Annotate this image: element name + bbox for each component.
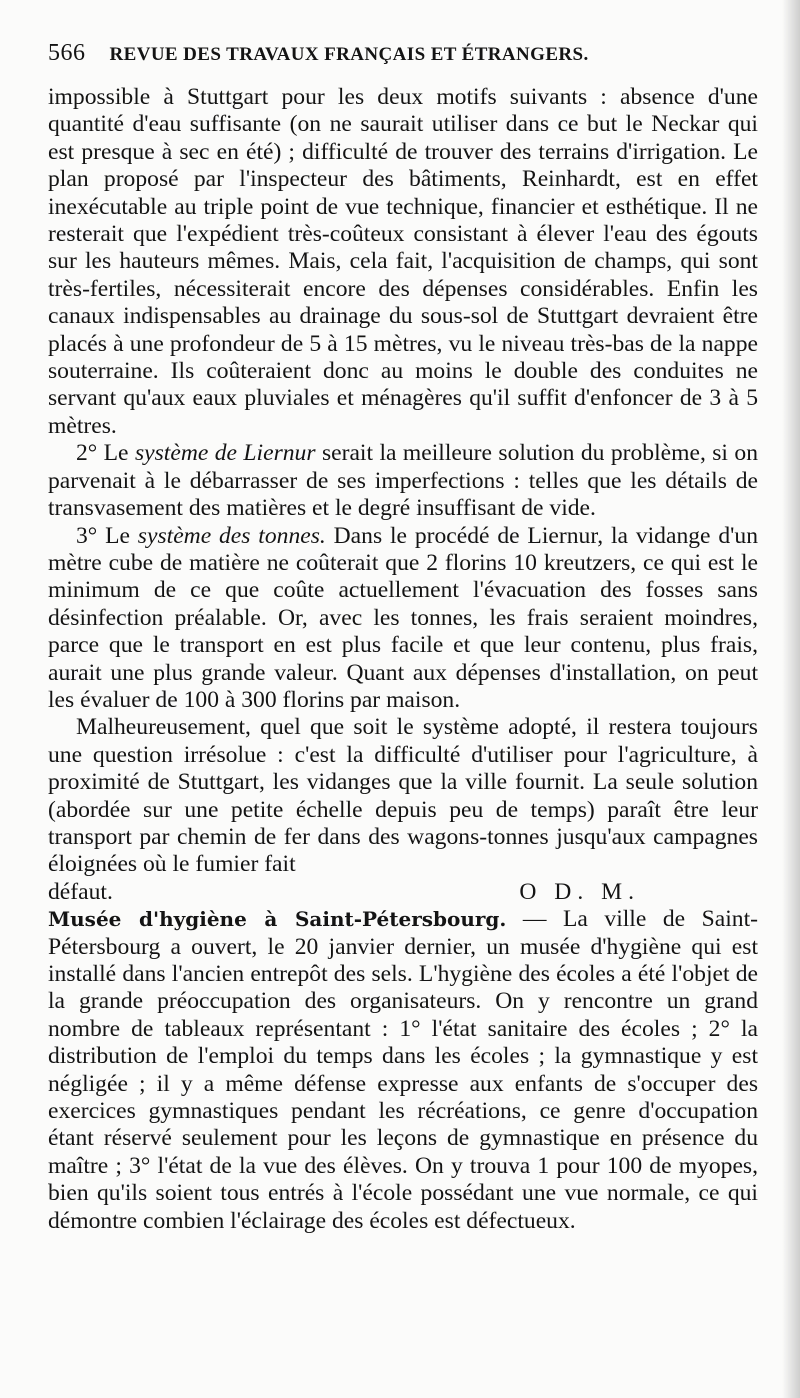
paragraph <box>48 523 758 715</box>
paragraph-text: serait la meilleure solution du problème, si on parvenait à le débarrasser de ses imperfections : telles que les détails de transvasement des matières et le degré insuffisant de vide. <box>48 440 758 522</box>
signature-last-word: défaut. <box>48 878 113 905</box>
article-signature <box>48 879 758 906</box>
article-body <box>48 84 758 1235</box>
author-initials: O D. M. <box>519 878 640 905</box>
paragraph <box>48 714 758 878</box>
paragraph-text: impossible à Stuttgart pour les deux motifs suivants : absence d'une quantité d'eau suffisante (on ne saurait utiliser dans ce but le Neckar qui est presque à sec en été) ; difficulté de trouver des terrains d'irrigation. Le plan proposé par l'inspecteur des bâtiments, Reinhardt, est en effet inexécutable au triple point de vue technique, financier et esthétique. Il ne resterait que l'expédient très-coûteux consistant à élever l'eau des égouts sur les hauteurs mêmes. Mais, cela fait, l'acquisition de champs, qui sont très-fertiles, nécessiterait encore des dépenses considérables. Enfin les canaux indispensables au drainage du sous-sol de Stuttgart devraient être placés à une profondeur de 5 à 15 mètres, vu le niveau très-bas de la nappe souterraine. Ils coûteraient donc au moins le double des conduites ne servant qu'aux eaux pluviales et ménagères qu'il suffit d'enfoncer de 3 à 5 mètres. <box>48 84 758 439</box>
paragraph-lead: 2° Le <box>76 440 135 467</box>
page-edge-shadow <box>782 0 800 1398</box>
paragraph-text: Dans le procédé de Liernur, la vidange d'un mètre cube de matière ne coûterait que 2 florins 10 kreutzers, ce qui est le minimum de ce que coûte actuellement l'évacuation des fosses sans désinfection préalable. Or, avec les tonnes, les frais seraient moindres, parce que le transport en est plus facile et que leur contenu, plus frais, aurait une plus grande valeur. Quant aux dépenses d'installation, on peut les évaluer de 100 à 300 florins par maison. <box>48 522 758 713</box>
paragraph-emphasis: système des tonnes. <box>137 522 326 549</box>
section-heading: Musée d'hygiène à Saint-Pétersbourg. <box>48 907 507 932</box>
paragraph-lead: 3° Le <box>76 522 138 549</box>
paragraph-text: Malheureusement, quel que soit le système adopté, il restera toujours une question irrésolue : c'est la difficulté d'utiliser pour l'agriculture, à proximité de Stuttgart, les vidanges que la ville fournit. La seule solution (abordée sur une petite échelle depuis peu de temps) paraît être leur transport par chemin de fer dans des wagons-tonnes jusqu'aux campagnes éloignées où le fumier fait <box>48 714 758 878</box>
paragraph-emphasis: système de Liernur <box>134 440 316 467</box>
running-head <box>48 40 758 84</box>
paragraph <box>48 440 758 522</box>
section-text: — La ville de Saint-Pétersbourg a ouvert, le 20 janvier dernier, un musée d'hygiène qui est installé dans l'ancien entrepôt des sels. L'hygiène des écoles a été l'objet de la grande préoccupation des organisateurs. On y rencontre un grand nombre de tableaux représentant : 1° l'état sanitaire des écoles ; 2° la distribution de l'emploi du temps dans les écoles ; la gymnastique y est négligée ; il y a même défense expresse aux enfants de s'occuper des exercices gymnastiques pendant les récréations, ce genre d'occupation étant réservé seulement pour les leçons de gymnastique en présence du maître ; 3° l'état de la vue des élèves. On y trouva 1 pour 100 de myopes, bien qu'ils soient tous entrés à l'école possédant une vue normale, ce qui démontre combien l'éclairage des écoles est défectueux. <box>48 906 758 1234</box>
page-number: 566 <box>48 40 86 66</box>
journal-title: REVUE DES TRAVAUX FRANÇAIS ET ÉTRANGERS. <box>109 44 589 65</box>
paragraph <box>48 84 758 440</box>
section-paragraph <box>48 906 758 1235</box>
